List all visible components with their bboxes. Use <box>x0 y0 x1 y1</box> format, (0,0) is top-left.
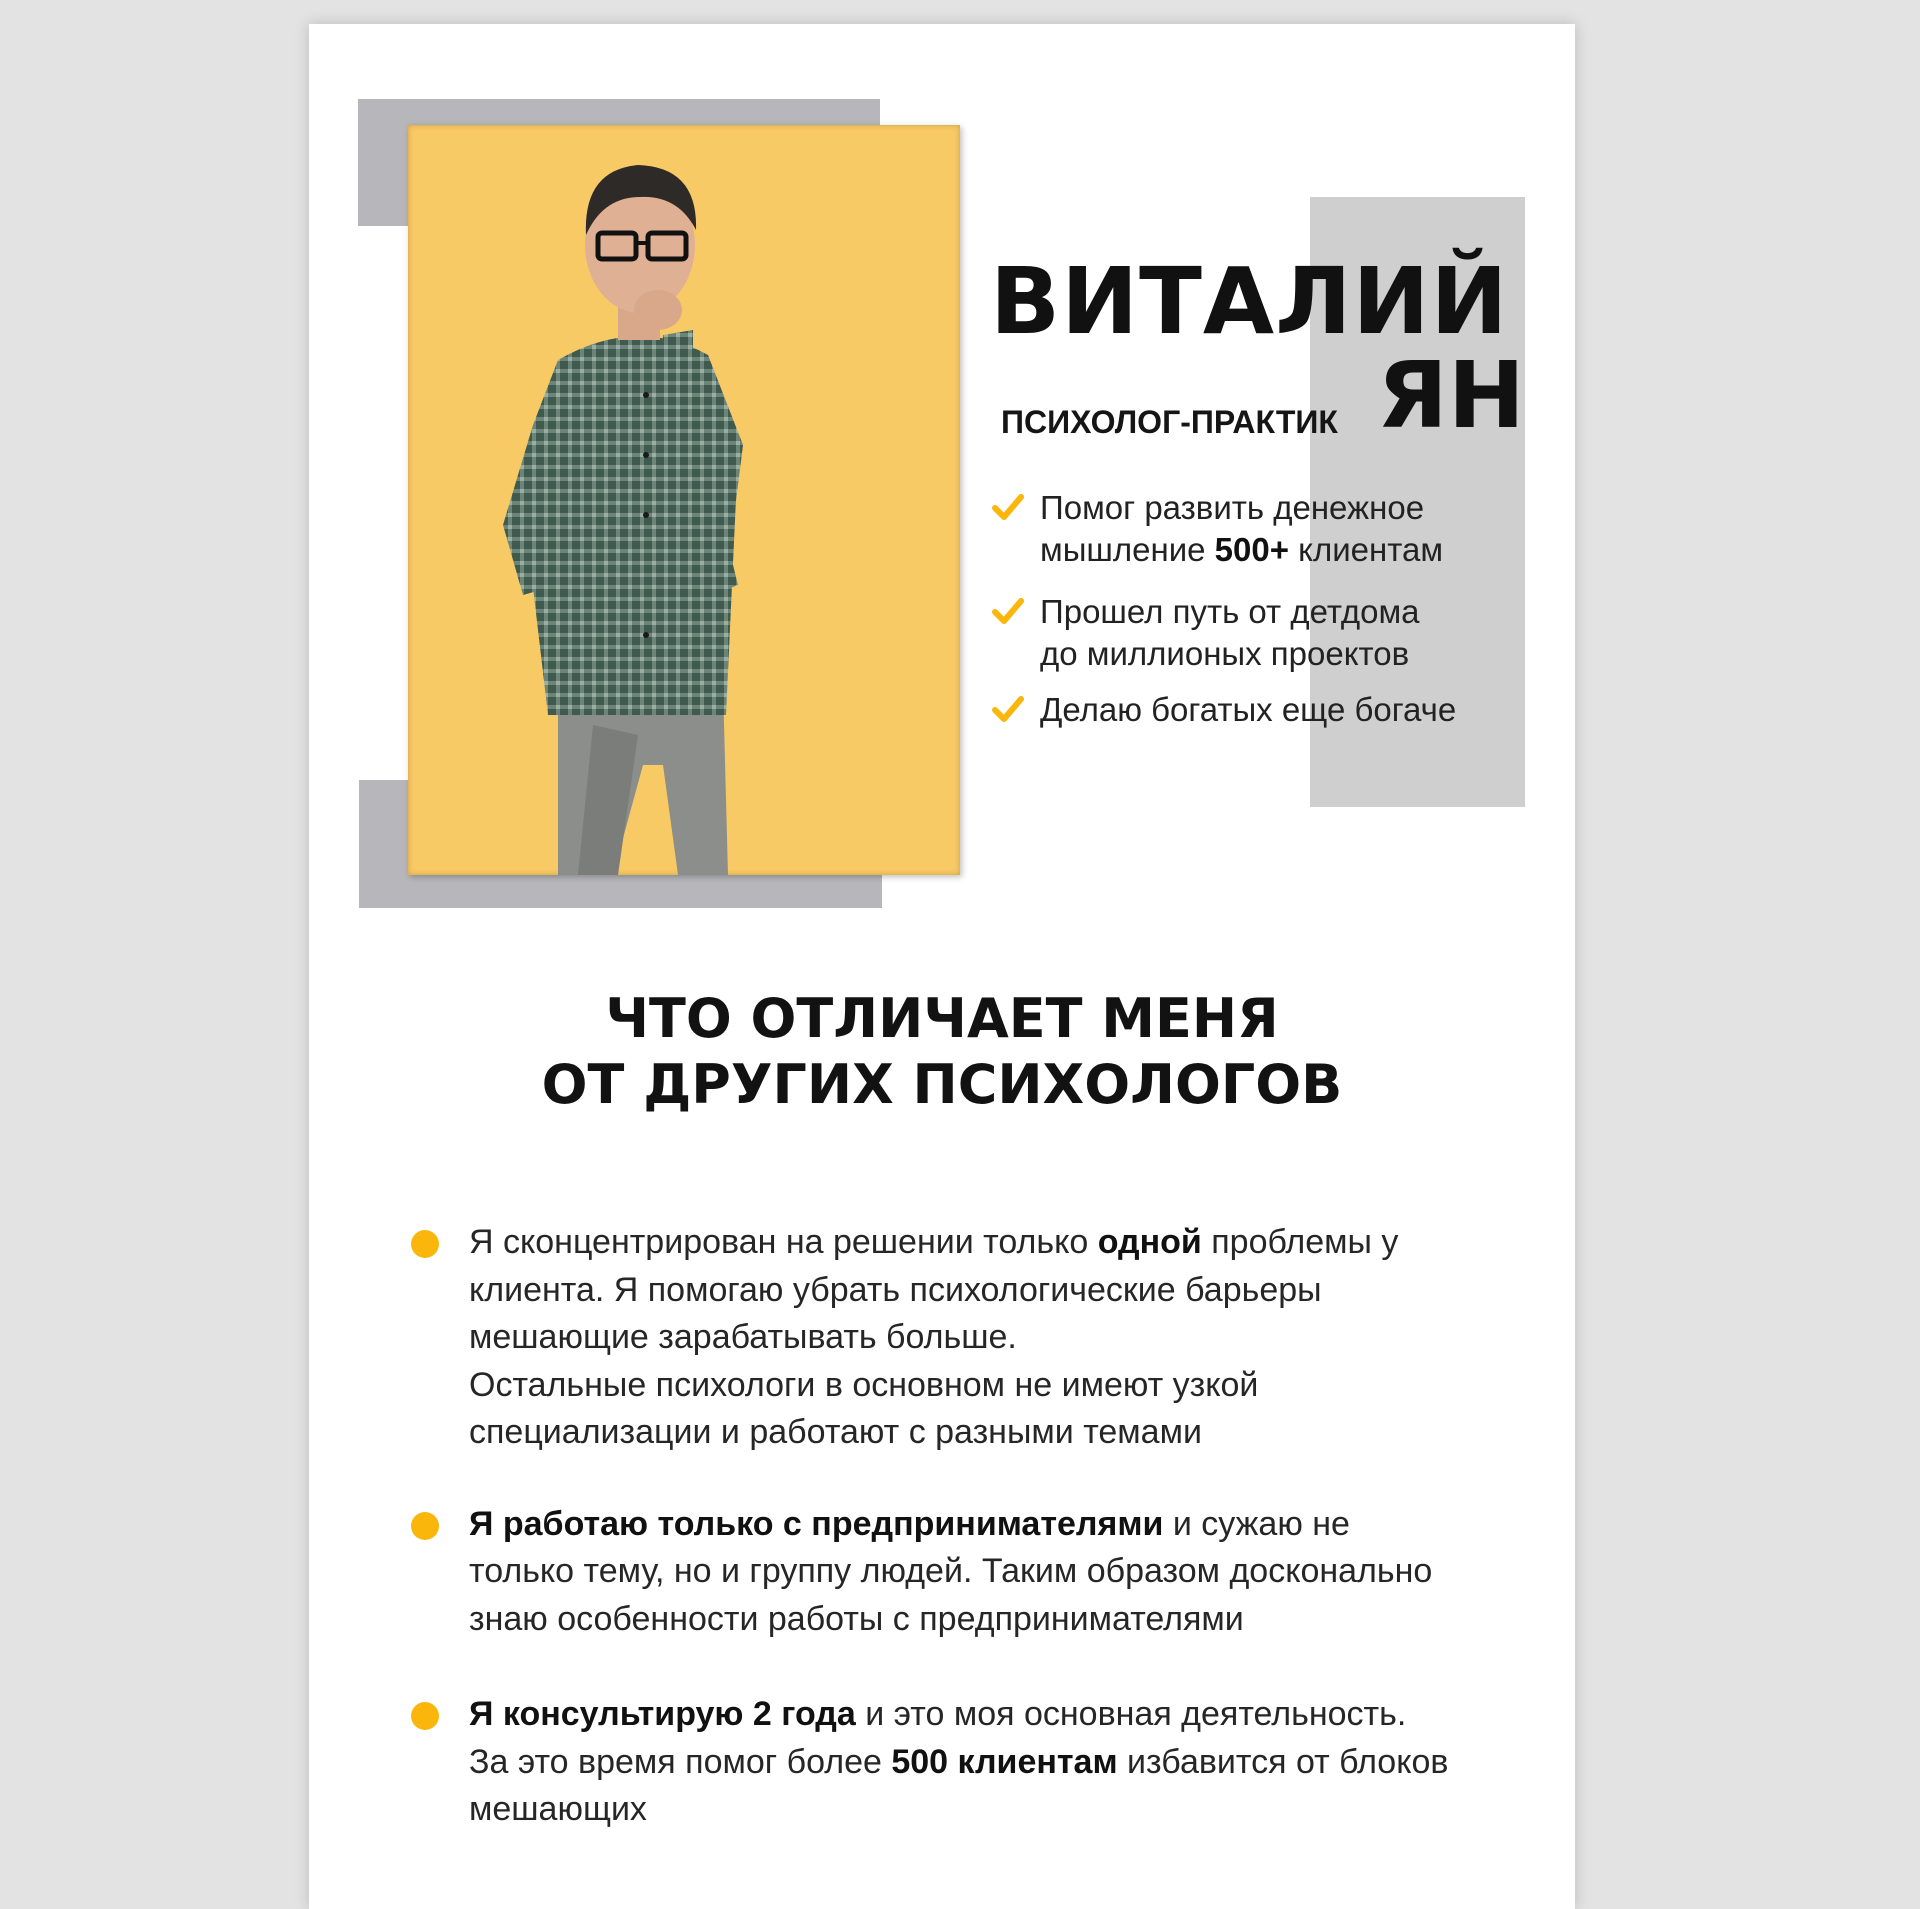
landing-page <box>309 24 1575 1909</box>
difference-item <box>405 1691 1455 1834</box>
bullet-dot-icon <box>411 1702 439 1730</box>
difference-text <box>469 1219 1455 1362</box>
achievement-text: Делаю богатых еще богаче <box>1040 691 1457 728</box>
achievement-text: мышление <box>1040 531 1215 568</box>
difference-text: Остальные психологи в основном не имеют узкой специализации и работают с разными темами <box>469 1365 1259 1451</box>
section-title <box>309 986 1575 1118</box>
speaker-first-name: ВИТАЛИЙ <box>990 248 1509 355</box>
check-icon <box>992 597 1024 625</box>
text-highlight: Я работаю только с предпринимателями <box>469 1504 1164 1543</box>
achievement-text: Прошел путь от детдома <box>1040 593 1420 630</box>
speaker-last-name: ЯН <box>1377 342 1525 449</box>
achievement-highlight: 500+ <box>1214 531 1290 568</box>
text-highlight: одной <box>1097 1223 1202 1261</box>
difference-text <box>469 1691 1455 1834</box>
text-highlight: 500 клиентам <box>891 1742 1118 1781</box>
bullet-dot-icon <box>411 1512 439 1540</box>
differences-list <box>405 1219 1455 1878</box>
check-icon <box>992 695 1024 723</box>
text-span: и сужаю не только тему, но и группу людей. Таким образом досконально знаю особенности работы с предпринимателями <box>469 1504 1433 1638</box>
section-title-line: ОТ ДРУГИХ ПСИХОЛОГОВ <box>541 1053 1343 1116</box>
text-span: и это моя основная деятельность. За это время помог более <box>469 1695 1407 1781</box>
portrait-photo <box>408 125 960 875</box>
difference-item <box>405 1219 1455 1457</box>
section-title-line: ЧТО ОТЛИЧАЕТ МЕНЯ <box>605 987 1279 1050</box>
achievement-text: клиентам <box>1289 531 1444 568</box>
difference-item <box>405 1501 1455 1644</box>
achievement-text: до миллионых проектов <box>1040 635 1410 672</box>
achievement-item <box>992 487 1512 571</box>
achievement-item <box>992 591 1512 675</box>
person-illustration <box>408 125 960 875</box>
achievement-item <box>992 689 1512 731</box>
text-span: избавится от блоков мешающих <box>469 1742 1449 1828</box>
check-icon <box>992 493 1024 521</box>
achievements-list <box>992 487 1512 751</box>
text-span: проблемы у клиента. Я помогаю убрать психологические барьеры мешающие зарабатывать больше. <box>469 1223 1399 1356</box>
bullet-dot-icon <box>411 1230 439 1258</box>
difference-text <box>469 1501 1455 1644</box>
text-highlight: Я консультирую 2 года <box>469 1695 856 1733</box>
achievement-text: Помог развить денежное <box>1040 489 1425 526</box>
speaker-role: ПСИХОЛОГ-ПРАКТИК <box>1001 404 1338 440</box>
text-span: Я сконцентрирован на решении только <box>469 1223 1098 1261</box>
